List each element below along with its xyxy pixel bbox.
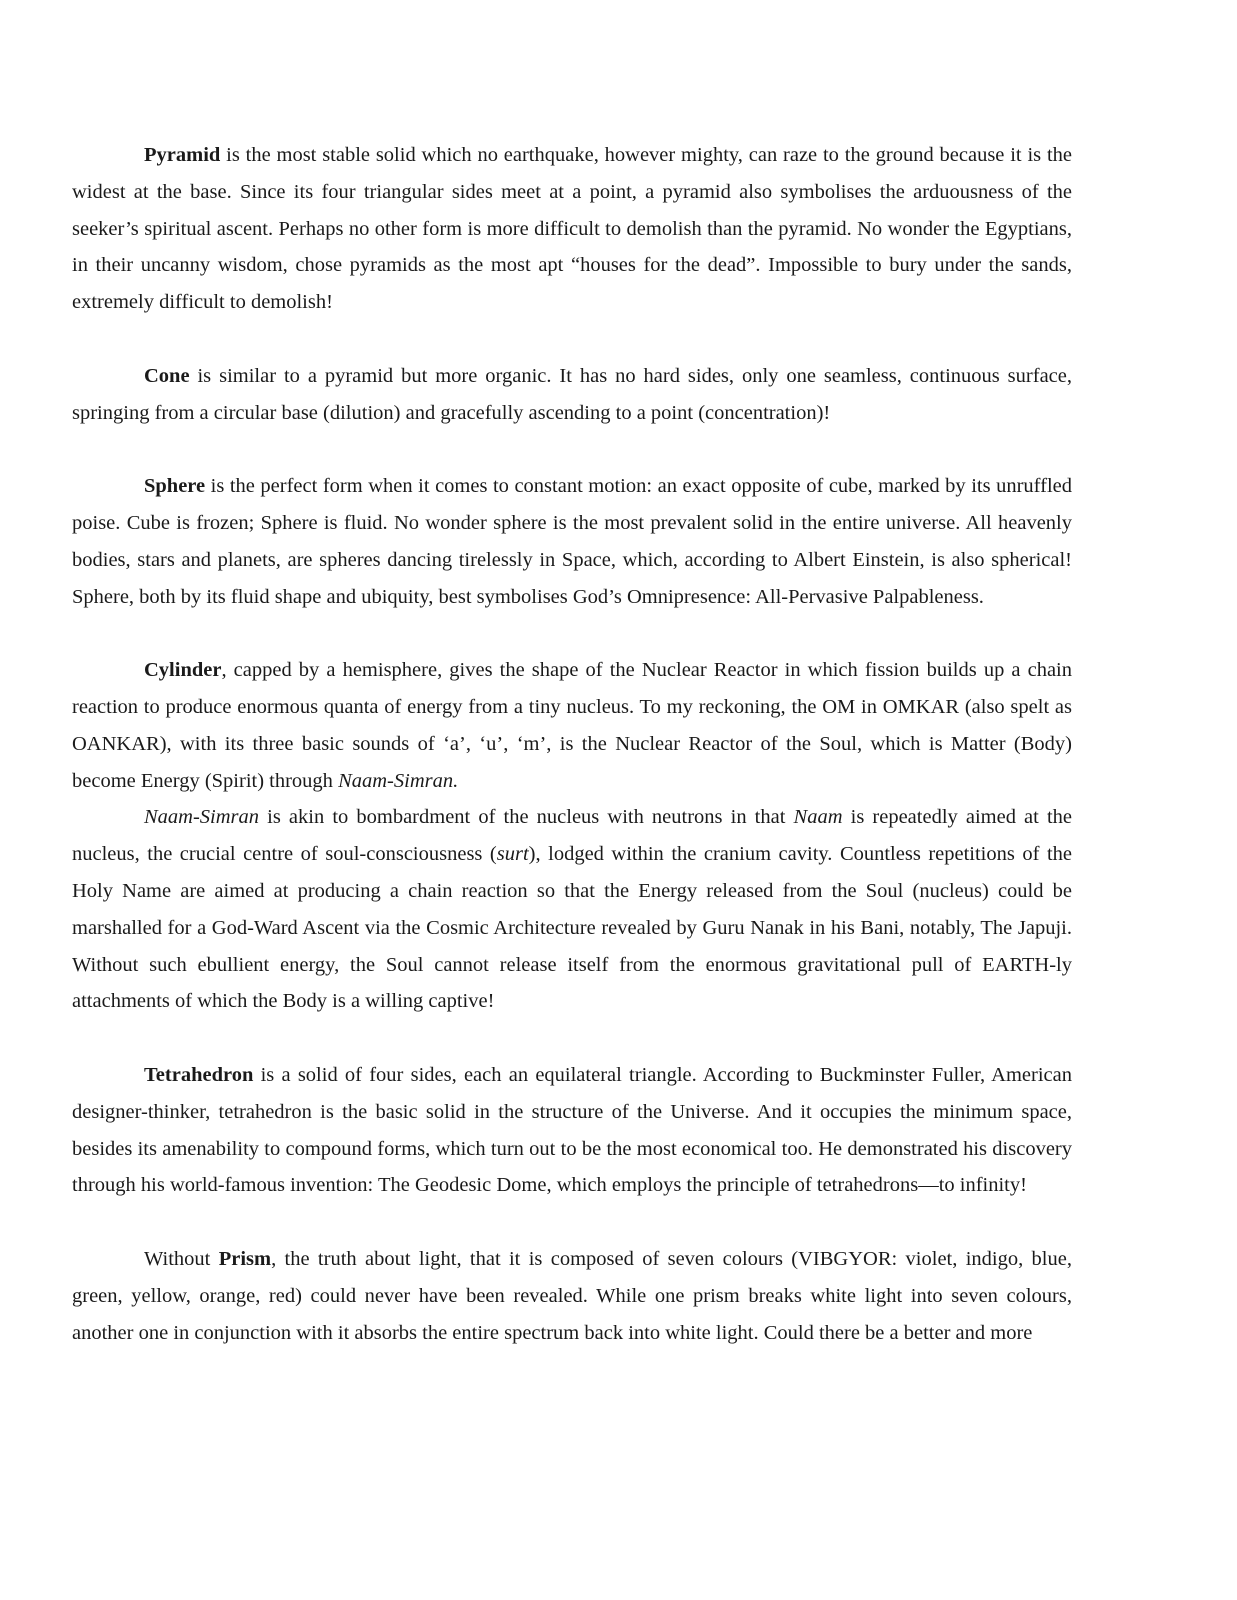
italic-naam-simran-start: Naam-Simran <box>144 806 260 829</box>
term-cone: Cone <box>144 364 190 387</box>
text-prism: , the truth about light, that it is composed of seven colours (VIBGYOR: violet, indigo, blue, green, yellow, orange, red) could never have been revealed. While one prism breaks white light into seven colours, another one in conjunction with it absorbs the entire spectrum back into white light. Could there be a better and more <box>72 1247 1072 1344</box>
italic-naam-simran: Naam-Simran. <box>338 769 459 792</box>
text-tetrahedron: is a solid of four sides, each an equilateral triangle. According to Buckminster Fuller, American designer-thinker, tetrahedron is the basic solid in the structure of the Universe. And it occupies the minimum space, besides its amenability to compound forms, which turn out to be the most economical too. He demonstrated his discovery through his world-famous invention: The Geodesic Dome, which employs the principle of tetrahedrons—to infinity! <box>72 1063 1072 1197</box>
term-prism: Prism <box>218 1247 272 1270</box>
paragraph-sphere <box>72 468 1072 615</box>
text-prism-lead: Without <box>144 1247 219 1270</box>
text-naam-part1: is akin to bombardment of the nucleus with neutrons in that <box>259 806 794 829</box>
paragraph-naam-simran <box>72 799 1072 1020</box>
text-cone: is similar to a pyramid but more organic. It has no hard sides, only one seamless, continuous surface, springing from a circular base (dilution) and gracefully ascending to a point (concentration)! <box>72 364 1072 424</box>
text-sphere: is the perfect form when it comes to constant motion: an exact opposite of cube, marked by its unruffled poise. Cube is frozen; Sphere is fluid. No wonder sphere is the most prevalent solid in the entire universe. All heavenly bodies, stars and planets, are spheres dancing tirelessly in Space, which, according to Albert Einstein, is also spherical! Sphere, both by its fluid shape and ubiquity, best symbolises God’s Omnipresence: All-Pervasive Palpableness. <box>72 475 1072 608</box>
italic-surt: surt <box>496 843 529 866</box>
text-naam-part2: is repeatedly aimed at the nucleus, the crucial centre of soul-consciousness ( <box>72 806 1072 866</box>
paragraph-pyramid <box>72 137 1072 321</box>
italic-naam: Naam <box>793 806 843 829</box>
paragraph-tetrahedron <box>72 1057 1072 1204</box>
term-pyramid: Pyramid <box>144 144 221 166</box>
paragraph-cylinder <box>72 652 1072 799</box>
paragraph-cone <box>72 358 1072 432</box>
paragraph-prism <box>72 1241 1072 1351</box>
document-page <box>72 137 1072 1351</box>
term-tetrahedron: Tetrahedron <box>144 1063 254 1086</box>
term-sphere: Sphere <box>144 475 206 498</box>
text-cylinder: , capped by a hemisphere, gives the shape of the Nuclear Reactor in which fission builds up a chain reaction to produce enormous quanta of energy from a tiny nucleus. To my reckoning, the OM in OMKAR (also spelt as OANKAR), with its three basic sounds of ‘a’, ‘u’, ‘m’, is the Nuclear Reactor of the Soul, which is Matter (Body) become Energy (Spirit) through <box>72 659 1072 792</box>
term-cylinder: Cylinder <box>144 659 222 682</box>
text-pyramid: is the most stable solid which no earthquake, however mighty, can raze to the ground because it is the widest at the base. Since its four triangular sides meet at a point, a pyramid also symbolises the arduousness of the seeker’s spiritual ascent. Perhaps no other form is more difficult to demolish than the pyramid. No wonder the Egyptians, in their uncanny wisdom, chose pyramids as the most apt “houses for the dead”. Impossible to bury under the sands, extremely difficult to demolish! <box>72 144 1072 314</box>
text-naam-part3: ), lodged within the cranium cavity. Countless repetitions of the Holy Name are aimed at producing a chain reaction so that the Energy released from the Soul (nucleus) could be marshalled for a God-Ward Ascent via the Cosmic Architecture revealed by Guru Nanak in his Bani, notably, The Japuji. Without such ebullient energy, the Soul cannot release itself from the enormous gravitational pull of EARTH-ly attachments of which the Body is a willing captive! <box>72 843 1072 1013</box>
